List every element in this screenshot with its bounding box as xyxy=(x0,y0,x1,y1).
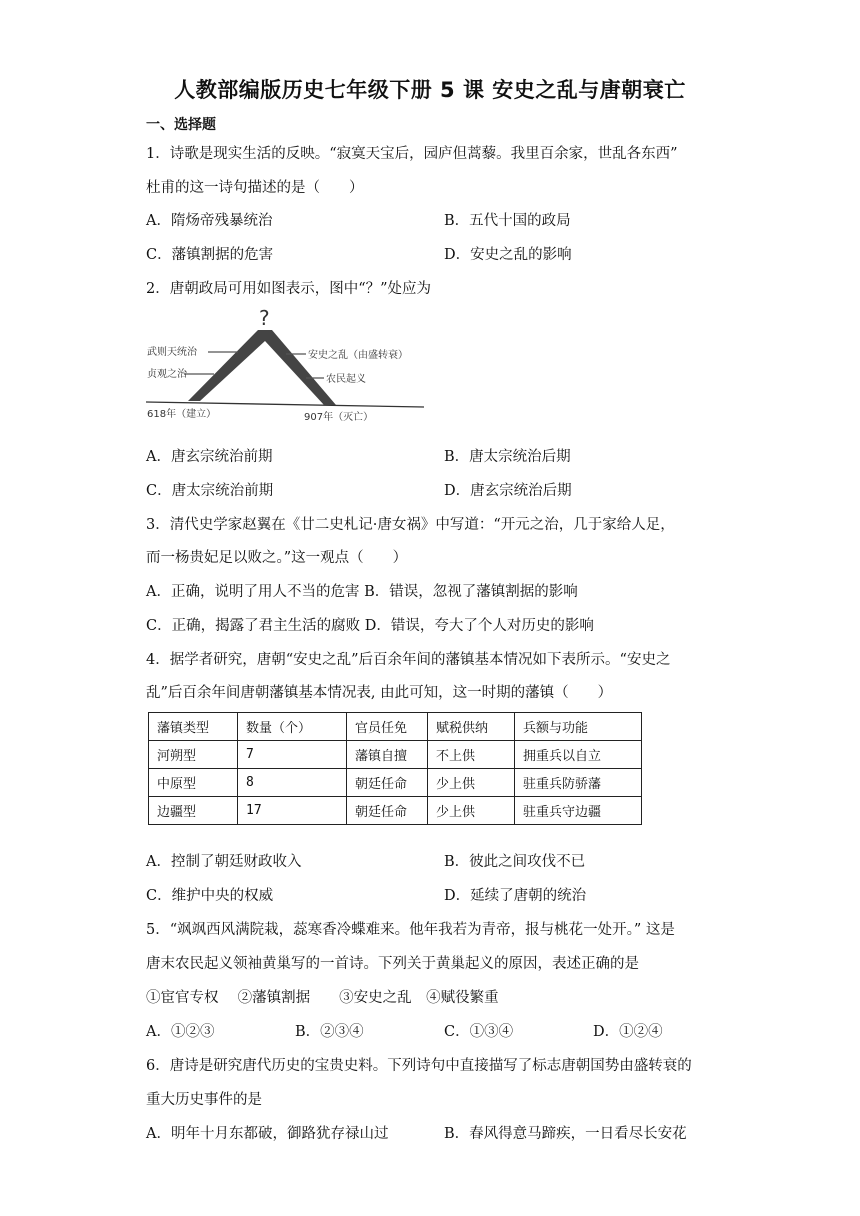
diagram-label-peasant: 农民起义 xyxy=(326,374,366,385)
diagram-label-anshi: 安史之乱（由盛转衰） xyxy=(308,350,408,361)
q1-option-d: D．安史之乱的影响 xyxy=(444,247,572,263)
q1-stem-line1: 1．诗歌是现实生活的反映。“寂寞天宝后，园庐但蒿藜。我里百余家，世乱各东西” xyxy=(146,146,678,162)
q5-option-c: C．①③④ xyxy=(444,1024,514,1040)
table-cell: 不上供 xyxy=(428,741,515,769)
q1-option-a: A．隋炀帝残暴统治 xyxy=(146,213,273,229)
table-cell: 朝廷任命 xyxy=(347,769,428,797)
q3-stem-line2: 而一杨贵妃足以败之。”这一观点（ ） xyxy=(146,550,408,566)
table-cell: 7 xyxy=(238,741,347,769)
q4-option-d: D．延续了唐朝的统治 xyxy=(444,888,587,904)
q6-option-a: A．明年十月东都破，御路犹存禄山过 xyxy=(146,1126,389,1142)
table-cell: 河朔型 xyxy=(149,741,238,769)
tang-politics-diagram xyxy=(146,305,426,435)
diagram-label-wuzetian: 武则天统治 xyxy=(147,347,197,358)
q6-stem-line1: 6．唐诗是研究唐代历史的宝贵史料。下列诗句中直接描写了标志唐朝国势由盛转衰的 xyxy=(146,1058,692,1074)
table-cell: 中原型 xyxy=(149,769,238,797)
q2-option-c: C．唐太宗统治前期 xyxy=(146,483,274,499)
table-row xyxy=(149,741,642,769)
rise-fall-triangle xyxy=(188,330,336,405)
table-row xyxy=(149,797,642,825)
q2-option-a: A．唐玄宗统治前期 xyxy=(146,449,273,465)
fanzhen-table xyxy=(148,712,642,825)
diagram-label-zhenguan: 贞观之治 xyxy=(147,369,187,380)
q5-items: ①宦官专权 ②藩镇割据 ③安史之乱 ④赋役繁重 xyxy=(146,990,499,1006)
q5-stem-line2: 唐末农民起义领袖黄巢写的一首诗。下列关于黄巢起义的原因，表述正确的是 xyxy=(146,956,639,972)
q4-stem-line2: 乱”后百余年间唐朝藩镇基本情况表, 由此可知，这一时期的藩镇（ ） xyxy=(146,685,613,701)
table-cell: 朝廷任命 xyxy=(347,797,428,825)
table-cell: 拥重兵以自立 xyxy=(515,741,642,769)
table-header-row xyxy=(149,713,642,741)
q3-stem-line1: 3．清代史学家赵翼在《廿二史札记·唐女祸》中写道：“开元之治，几于家给人足， xyxy=(146,517,675,533)
table-cell: 边疆型 xyxy=(149,797,238,825)
table-cell: 数量（个） xyxy=(238,713,347,741)
q1-option-c: C．藩镇割据的危害 xyxy=(146,247,274,263)
q6-option-b: B．春风得意马蹄疾，一日看尽长安花 xyxy=(444,1126,687,1142)
table-cell: 赋税供纳 xyxy=(428,713,515,741)
diagram-question-mark: ? xyxy=(259,306,270,330)
diagram-label-907: 907年（灭亡） xyxy=(304,412,374,423)
q2-stem: 2．唐朝政局可用如图表示，图中“？”处应为 xyxy=(146,281,432,297)
q2-option-d: D．唐玄宗统治后期 xyxy=(444,483,572,499)
q4-option-c: C．维护中央的权威 xyxy=(146,888,274,904)
q3-options-cd: C．正确，揭露了君主生活的腐败 D．错误，夸大了个人对历史的影响 xyxy=(146,618,594,634)
q5-option-a: A．①②③ xyxy=(146,1024,215,1040)
q3-options-ab: A．正确，说明了用人不当的危害 B．错误，忽视了藩镇割据的影响 xyxy=(146,584,578,600)
table-cell: 8 xyxy=(238,769,347,797)
page-title: 人教部编版历史七年级下册 5 课 安史之乱与唐朝衰亡 xyxy=(174,78,686,102)
q1-stem-line2: 杜甫的这一诗句描述的是（ ） xyxy=(146,180,364,196)
table-cell: 藩镇类型 xyxy=(149,713,238,741)
table-cell: 少上供 xyxy=(428,769,515,797)
table-cell: 藩镇自擅 xyxy=(347,741,428,769)
timeline-axis xyxy=(146,402,424,407)
table-cell: 少上供 xyxy=(428,797,515,825)
table-cell: 驻重兵守边疆 xyxy=(515,797,642,825)
table-cell: 官员任免 xyxy=(347,713,428,741)
q4-stem-line1: 4．据学者研究，唐朝“安史之乱”后百余年间的藩镇基本情况如下表所示。“安史之 xyxy=(146,652,671,668)
q4-option-b: B．彼此之间攻伐不已 xyxy=(444,854,586,870)
q5-stem-line1: 5．“飒飒西风满院栽，蕊寒香冷蝶难来。他年我若为青帝，报与桃花一处开。” 这是 xyxy=(146,922,675,938)
table-cell: 17 xyxy=(238,797,347,825)
q5-option-d: D．①②④ xyxy=(593,1024,663,1040)
table-cell: 兵额与功能 xyxy=(515,713,642,741)
q5-option-b: B．②③④ xyxy=(295,1024,364,1040)
q4-option-a: A．控制了朝廷财政收入 xyxy=(146,854,302,870)
table-row xyxy=(149,769,642,797)
q6-stem-line2: 重大历史事件的是 xyxy=(146,1092,262,1108)
section-heading: 一、选择题 xyxy=(146,117,216,133)
table-cell: 驻重兵防骄藩 xyxy=(515,769,642,797)
q2-option-b: B．唐太宗统治后期 xyxy=(444,449,571,465)
diagram-label-618: 618年（建立） xyxy=(147,409,217,420)
q1-option-b: B．五代十国的政局 xyxy=(444,213,571,229)
